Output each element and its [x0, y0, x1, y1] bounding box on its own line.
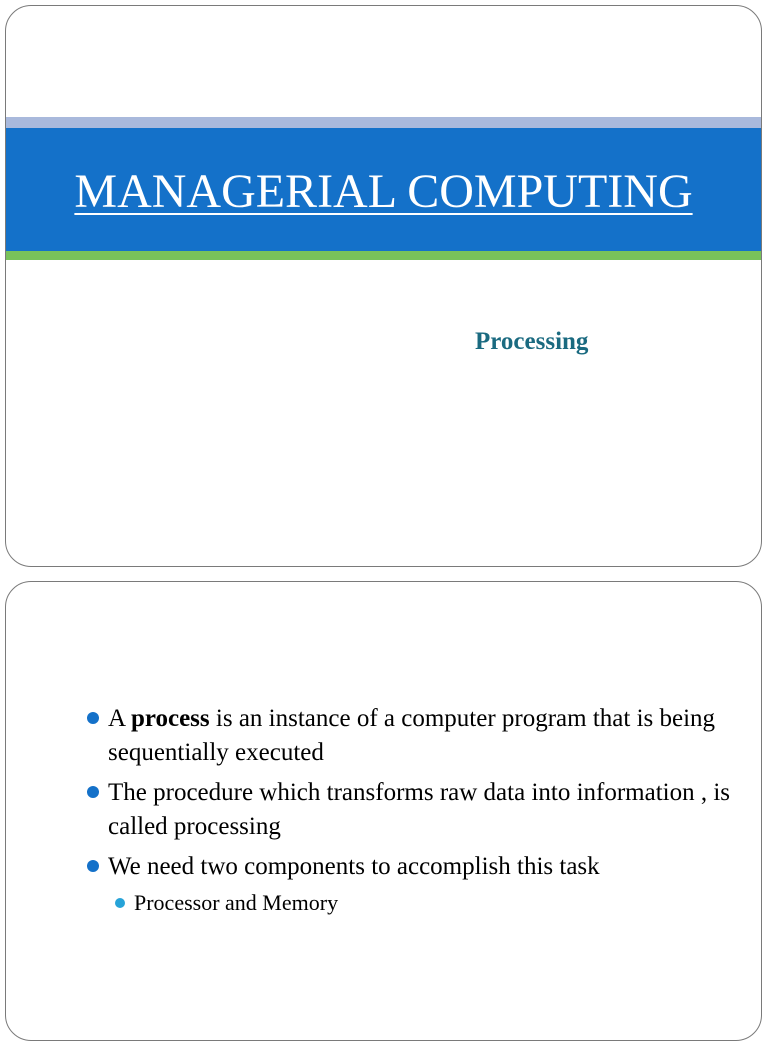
bullet-dot-icon [87, 860, 99, 872]
bullet-text-prefix: A [108, 705, 131, 732]
bullet-item [6, 702, 761, 770]
sub-bullet-text: Processor and Memory [134, 890, 339, 915]
title-band-top-stripe [6, 117, 761, 128]
content-slide [5, 581, 762, 1041]
bullet-dot-icon [87, 786, 99, 798]
title-band-bottom-stripe [6, 251, 761, 260]
bullet-dot-icon [87, 712, 99, 724]
slide-title: MANAGERIAL COMPUTING [74, 165, 693, 218]
bullet-item [6, 850, 761, 884]
sub-bullet-item [6, 888, 761, 918]
bullet-list [6, 702, 761, 918]
bullet-text-bold: process [130, 705, 210, 732]
bullet-text-suffix: is an instance of a computer program that is being sequentially executed [108, 705, 716, 766]
title-slide [5, 5, 762, 567]
slide-subtitle: Processing [475, 328, 589, 355]
bullet-item [6, 776, 761, 844]
sub-bullet-dot-icon [115, 898, 125, 908]
bullet-text: We need two components to accomplish this task [108, 853, 600, 880]
bullet-text: The procedure which transforms raw data into information , is called processing [108, 779, 731, 840]
